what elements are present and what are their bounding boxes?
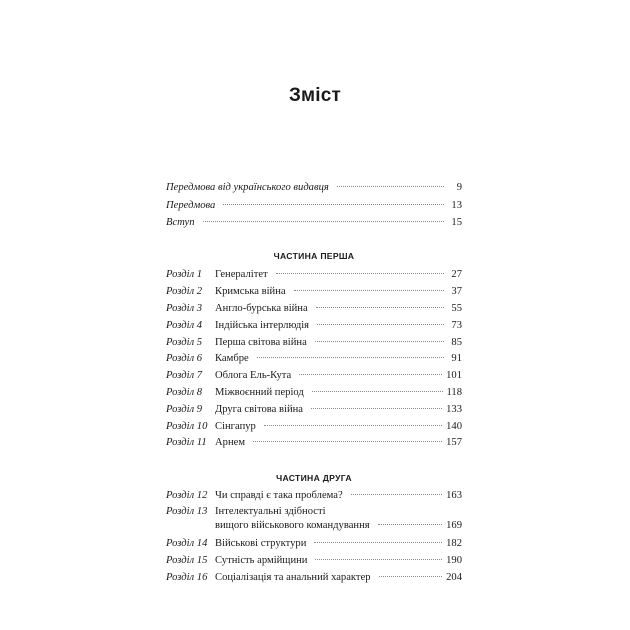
toc-chapter-3[interactable] xyxy=(166,302,462,316)
leader-dots xyxy=(314,542,442,543)
toc-page-number: 169 xyxy=(446,520,462,531)
chapter-title: Індійська інтерлюдія xyxy=(215,320,310,331)
chapter-label: Розділ 7 xyxy=(166,370,203,381)
chapter-title: Сінгапур xyxy=(215,421,256,432)
toc-page-number: 101 xyxy=(446,370,462,381)
chapter-title: Генералітет xyxy=(215,269,268,280)
toc-entry-label: Передмова від українського видавця xyxy=(166,182,329,193)
toc-page-number: 15 xyxy=(451,217,462,228)
toc-page-number: 190 xyxy=(446,555,462,566)
toc-page-number: 163 xyxy=(446,490,462,501)
chapter-title: Інтелектуальні здібності xyxy=(215,506,326,517)
leader-dots xyxy=(223,204,444,205)
leader-dots xyxy=(317,324,444,325)
toc-page-number: 85 xyxy=(451,337,462,348)
toc-chapter-1[interactable] xyxy=(166,268,462,282)
chapter-label: Розділ 12 xyxy=(166,490,208,501)
chapter-title: Облога Ель-Кута xyxy=(215,370,292,381)
toc-chapter-12[interactable] xyxy=(166,489,462,503)
toc-chapter-6[interactable] xyxy=(166,352,462,366)
chapter-label: Розділ 6 xyxy=(166,353,203,364)
chapter-title: Соціалізація та анальний характер xyxy=(215,572,371,583)
chapter-title: Сутність армійщини xyxy=(215,555,308,566)
leader-dots xyxy=(312,391,443,392)
leader-dots xyxy=(337,186,444,187)
page-title: Зміст xyxy=(288,85,342,106)
chapter-label: Розділ 13 xyxy=(166,506,208,517)
toc-chapter-7[interactable] xyxy=(166,369,462,383)
toc-entry-foreword[interactable] xyxy=(166,199,462,213)
leader-dots xyxy=(351,494,442,495)
leader-dots xyxy=(276,273,444,274)
leader-dots xyxy=(299,374,442,375)
toc-chapter-16[interactable] xyxy=(166,571,462,585)
leader-dots xyxy=(378,524,442,525)
toc-page-number: 157 xyxy=(446,437,462,448)
toc-entry-foreword-publisher[interactable] xyxy=(166,181,462,195)
part-one-heading: ЧАСТИНА ПЕРША xyxy=(273,251,355,261)
part-two-heading: ЧАСТИНА ДРУГА xyxy=(276,473,352,483)
leader-dots xyxy=(315,341,444,342)
toc-page-number: 204 xyxy=(446,572,462,583)
chapter-label: Розділ 9 xyxy=(166,404,203,415)
leader-dots xyxy=(294,290,444,291)
toc-chapter-8[interactable] xyxy=(166,386,462,400)
toc-entry-introduction[interactable] xyxy=(166,216,462,230)
chapter-label: Розділ 16 xyxy=(166,572,208,583)
chapter-label: Розділ 3 xyxy=(166,303,203,314)
toc-page-number: 133 xyxy=(446,404,462,415)
toc-entry-label: Вступ xyxy=(166,217,195,228)
toc-page-number: 140 xyxy=(446,421,462,432)
leader-dots xyxy=(315,559,442,560)
toc-chapter-4[interactable] xyxy=(166,319,462,333)
leader-dots xyxy=(253,441,442,442)
chapter-title: Друга світова війна xyxy=(215,404,304,415)
toc-page-number: 118 xyxy=(446,387,462,398)
toc-page-number: 27 xyxy=(451,269,462,280)
chapter-label: Розділ 11 xyxy=(166,437,207,448)
chapter-label: Розділ 4 xyxy=(166,320,203,331)
chapter-title: Перша світова війна xyxy=(215,337,307,348)
chapter-title: Чи справді є така проблема? xyxy=(215,490,343,501)
chapter-title: Англо-бурська війна xyxy=(215,303,308,314)
leader-dots xyxy=(316,307,444,308)
leader-dots xyxy=(379,576,443,577)
leader-dots xyxy=(257,357,444,358)
toc-chapter-11[interactable] xyxy=(166,436,462,450)
toc-chapter-15[interactable] xyxy=(166,554,462,568)
chapter-label: Розділ 2 xyxy=(166,286,203,297)
toc-page-number: 13 xyxy=(451,200,462,211)
chapter-title: Кримська війна xyxy=(215,286,286,297)
leader-dots xyxy=(311,408,442,409)
chapter-label: Розділ 14 xyxy=(166,538,208,549)
chapter-label: Розділ 5 xyxy=(166,337,203,348)
chapter-title: Військові структури xyxy=(215,538,307,549)
toc-page-number: 9 xyxy=(456,182,462,193)
toc-chapter-5[interactable] xyxy=(166,336,462,350)
toc-chapter-13[interactable] xyxy=(166,505,462,533)
toc-page-number: 91 xyxy=(451,353,462,364)
chapter-title: Арнем xyxy=(215,437,246,448)
chapter-title: Камбре xyxy=(215,353,249,364)
chapter-label: Розділ 8 xyxy=(166,387,203,398)
toc-chapter-2[interactable] xyxy=(166,285,462,299)
toc-page-number: 182 xyxy=(446,538,462,549)
leader-dots xyxy=(264,425,442,426)
toc-page-number: 55 xyxy=(451,303,462,314)
leader-dots xyxy=(203,221,444,222)
chapter-label: Розділ 1 xyxy=(166,269,203,280)
toc-chapter-14[interactable] xyxy=(166,537,462,551)
toc-chapter-10[interactable] xyxy=(166,420,462,434)
chapter-label: Розділ 10 xyxy=(166,421,208,432)
toc-page-number: 73 xyxy=(451,320,462,331)
toc-page-number: 37 xyxy=(451,286,462,297)
toc-entry-label: Передмова xyxy=(166,200,216,211)
toc-chapter-9[interactable] xyxy=(166,403,462,417)
chapter-label: Розділ 15 xyxy=(166,555,208,566)
chapter-title-continued: вищого військового командування xyxy=(215,520,370,531)
chapter-title: Міжвоєнний період xyxy=(215,387,304,398)
